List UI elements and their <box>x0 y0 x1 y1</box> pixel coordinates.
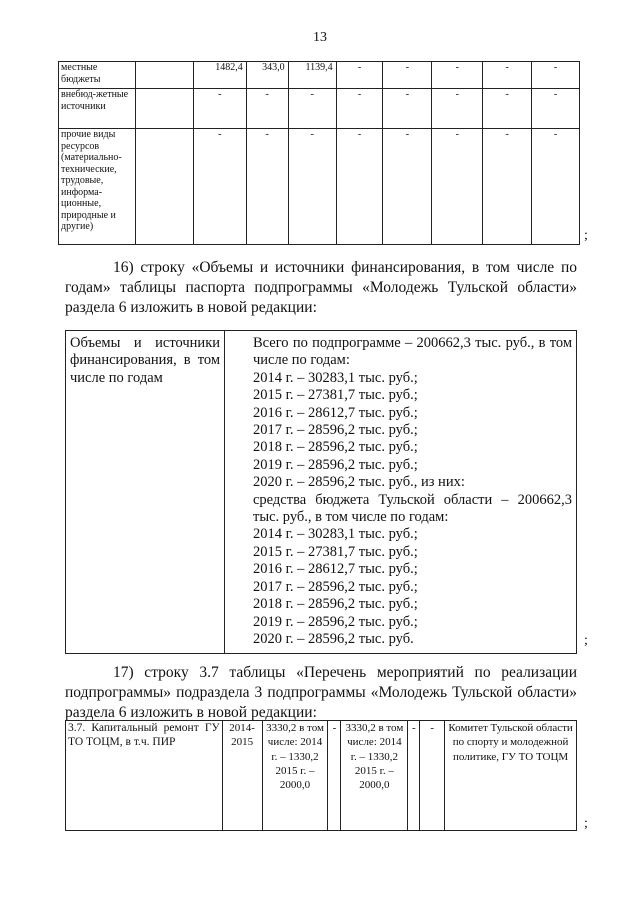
row-label: прочие виды ресурсов (материально-технические, трудовые, информа-ционные, природные и другие) <box>59 129 136 245</box>
table-cell: - <box>483 129 532 245</box>
table-cell: - <box>532 89 580 129</box>
year-line: 2017 г. – 28596,2 тыс. руб.; <box>253 422 418 439</box>
measure-budget: 3330,2 в том числе: 2014 г. – 1330,2 2015 г. – 2000,0 <box>341 721 408 831</box>
table-row <box>66 721 577 831</box>
year-line: 2015 г. – 27381,7 тыс. руб.; <box>253 543 418 560</box>
year-line: 2020 г. – 28596,2 тыс. руб., из них: <box>253 474 465 491</box>
table-cell: - <box>383 89 432 129</box>
table-cell: - <box>532 62 580 89</box>
funding-label: Объемы и источники финансирования, в том числе по годам <box>66 331 225 654</box>
measure-total: 3330,2 в том числе: 2014 г. – 1330,2 2015 г. – 2000,0 <box>262 721 328 831</box>
row-label: местные бюджеты <box>59 62 136 89</box>
table-row <box>59 89 580 129</box>
table-cell: - <box>383 62 432 89</box>
paragraph-17 <box>65 663 577 723</box>
year-line: 2014 г. – 30283,1 тыс. руб.; <box>253 526 418 543</box>
table-cell: - <box>432 129 483 245</box>
year-line: 2019 г. – 28596,2 тыс. руб.; <box>253 613 418 630</box>
year-line: 2018 г. – 28596,2 тыс. руб.; <box>253 439 418 456</box>
year-line: 2018 г. – 28596,2 тыс. руб.; <box>253 596 418 613</box>
table-row <box>66 331 577 654</box>
table-cell: - <box>408 721 420 831</box>
measures-table <box>65 720 577 831</box>
table-cell: - <box>246 89 288 129</box>
row-label: внебюд-жетные источники <box>59 89 136 129</box>
year-line: 2017 г. – 28596,2 тыс. руб.; <box>253 578 418 595</box>
page-number: 13 <box>313 30 327 45</box>
table-cell: - <box>432 89 483 129</box>
paragraph-text: 16) строку «Объемы и источники финансирования, в том числе по годам» таблицы паспорта подпрограммы «Молодежь Тульской области» раздела 6 изложить в новой редакции: <box>65 259 577 316</box>
year-line: 2015 г. – 27381,7 тыс. руб.; <box>253 387 418 404</box>
table-cell <box>135 129 193 245</box>
table-cell: 1482,4 <box>193 62 246 89</box>
table-cell: - <box>483 89 532 129</box>
year-line: 2014 г. – 30283,1 тыс. руб.; <box>253 369 418 386</box>
table-cell: - <box>336 62 383 89</box>
table-cell: 343,0 <box>246 62 288 89</box>
paragraph-16 <box>65 258 577 318</box>
table-cell: - <box>328 721 341 831</box>
measure-executor: Комитет Тульской области по спорту и молодежной политике, ГУ ТО ТОЦМ <box>445 721 577 831</box>
table-cell: - <box>383 129 432 245</box>
budget-line: средства бюджета Тульской области – 200662,3 тыс. руб., в том числе по годам: <box>253 491 572 526</box>
table-cell <box>135 89 193 129</box>
table-cell: - <box>288 89 336 129</box>
table-cell: - <box>246 129 288 245</box>
funding-values <box>225 331 577 654</box>
year-line: 2020 г. – 28596,2 тыс. руб. <box>253 630 414 647</box>
table-cell: - <box>532 129 580 245</box>
measure-years: 2014-2015 <box>222 721 262 831</box>
measure-name: 3.7. Капитальный ремонт ГУ ТО ТОЦМ, в т.ч. ПИР <box>66 721 223 831</box>
table-cell: - <box>432 62 483 89</box>
year-line: 2016 г. – 28612,7 тыс. руб.; <box>253 404 418 421</box>
table-row <box>59 62 580 89</box>
table-cell: - <box>420 721 445 831</box>
paragraph-text: 17) строку 3.7 таблицы «Перечень мероприятий по реализации подпрограммы» подраздела 3 подпрограммы «Молодежь Тульской области» раздела 6 изложить в новой редакции: <box>65 664 577 721</box>
table-cell: - <box>483 62 532 89</box>
end-mark: ; <box>584 228 588 243</box>
table-cell: - <box>288 129 336 245</box>
end-mark: ; <box>584 816 588 831</box>
table-cell: - <box>336 129 383 245</box>
table-cell <box>135 62 193 89</box>
year-line: 2016 г. – 28612,7 тыс. руб.; <box>253 561 418 578</box>
year-line: 2019 г. – 28596,2 тыс. руб.; <box>253 456 418 473</box>
table-cell: 1139,4 <box>288 62 336 89</box>
end-mark: ; <box>584 633 588 648</box>
funding-table <box>65 330 577 654</box>
table-cell: - <box>193 89 246 129</box>
total-line: Всего по подпрограмме – 200662,3 тыс. руб., в том числе по годам: <box>253 335 572 369</box>
table-cell: - <box>193 129 246 245</box>
table-row <box>59 129 580 245</box>
funding-continuation-table <box>58 61 580 245</box>
table-cell: - <box>336 89 383 129</box>
